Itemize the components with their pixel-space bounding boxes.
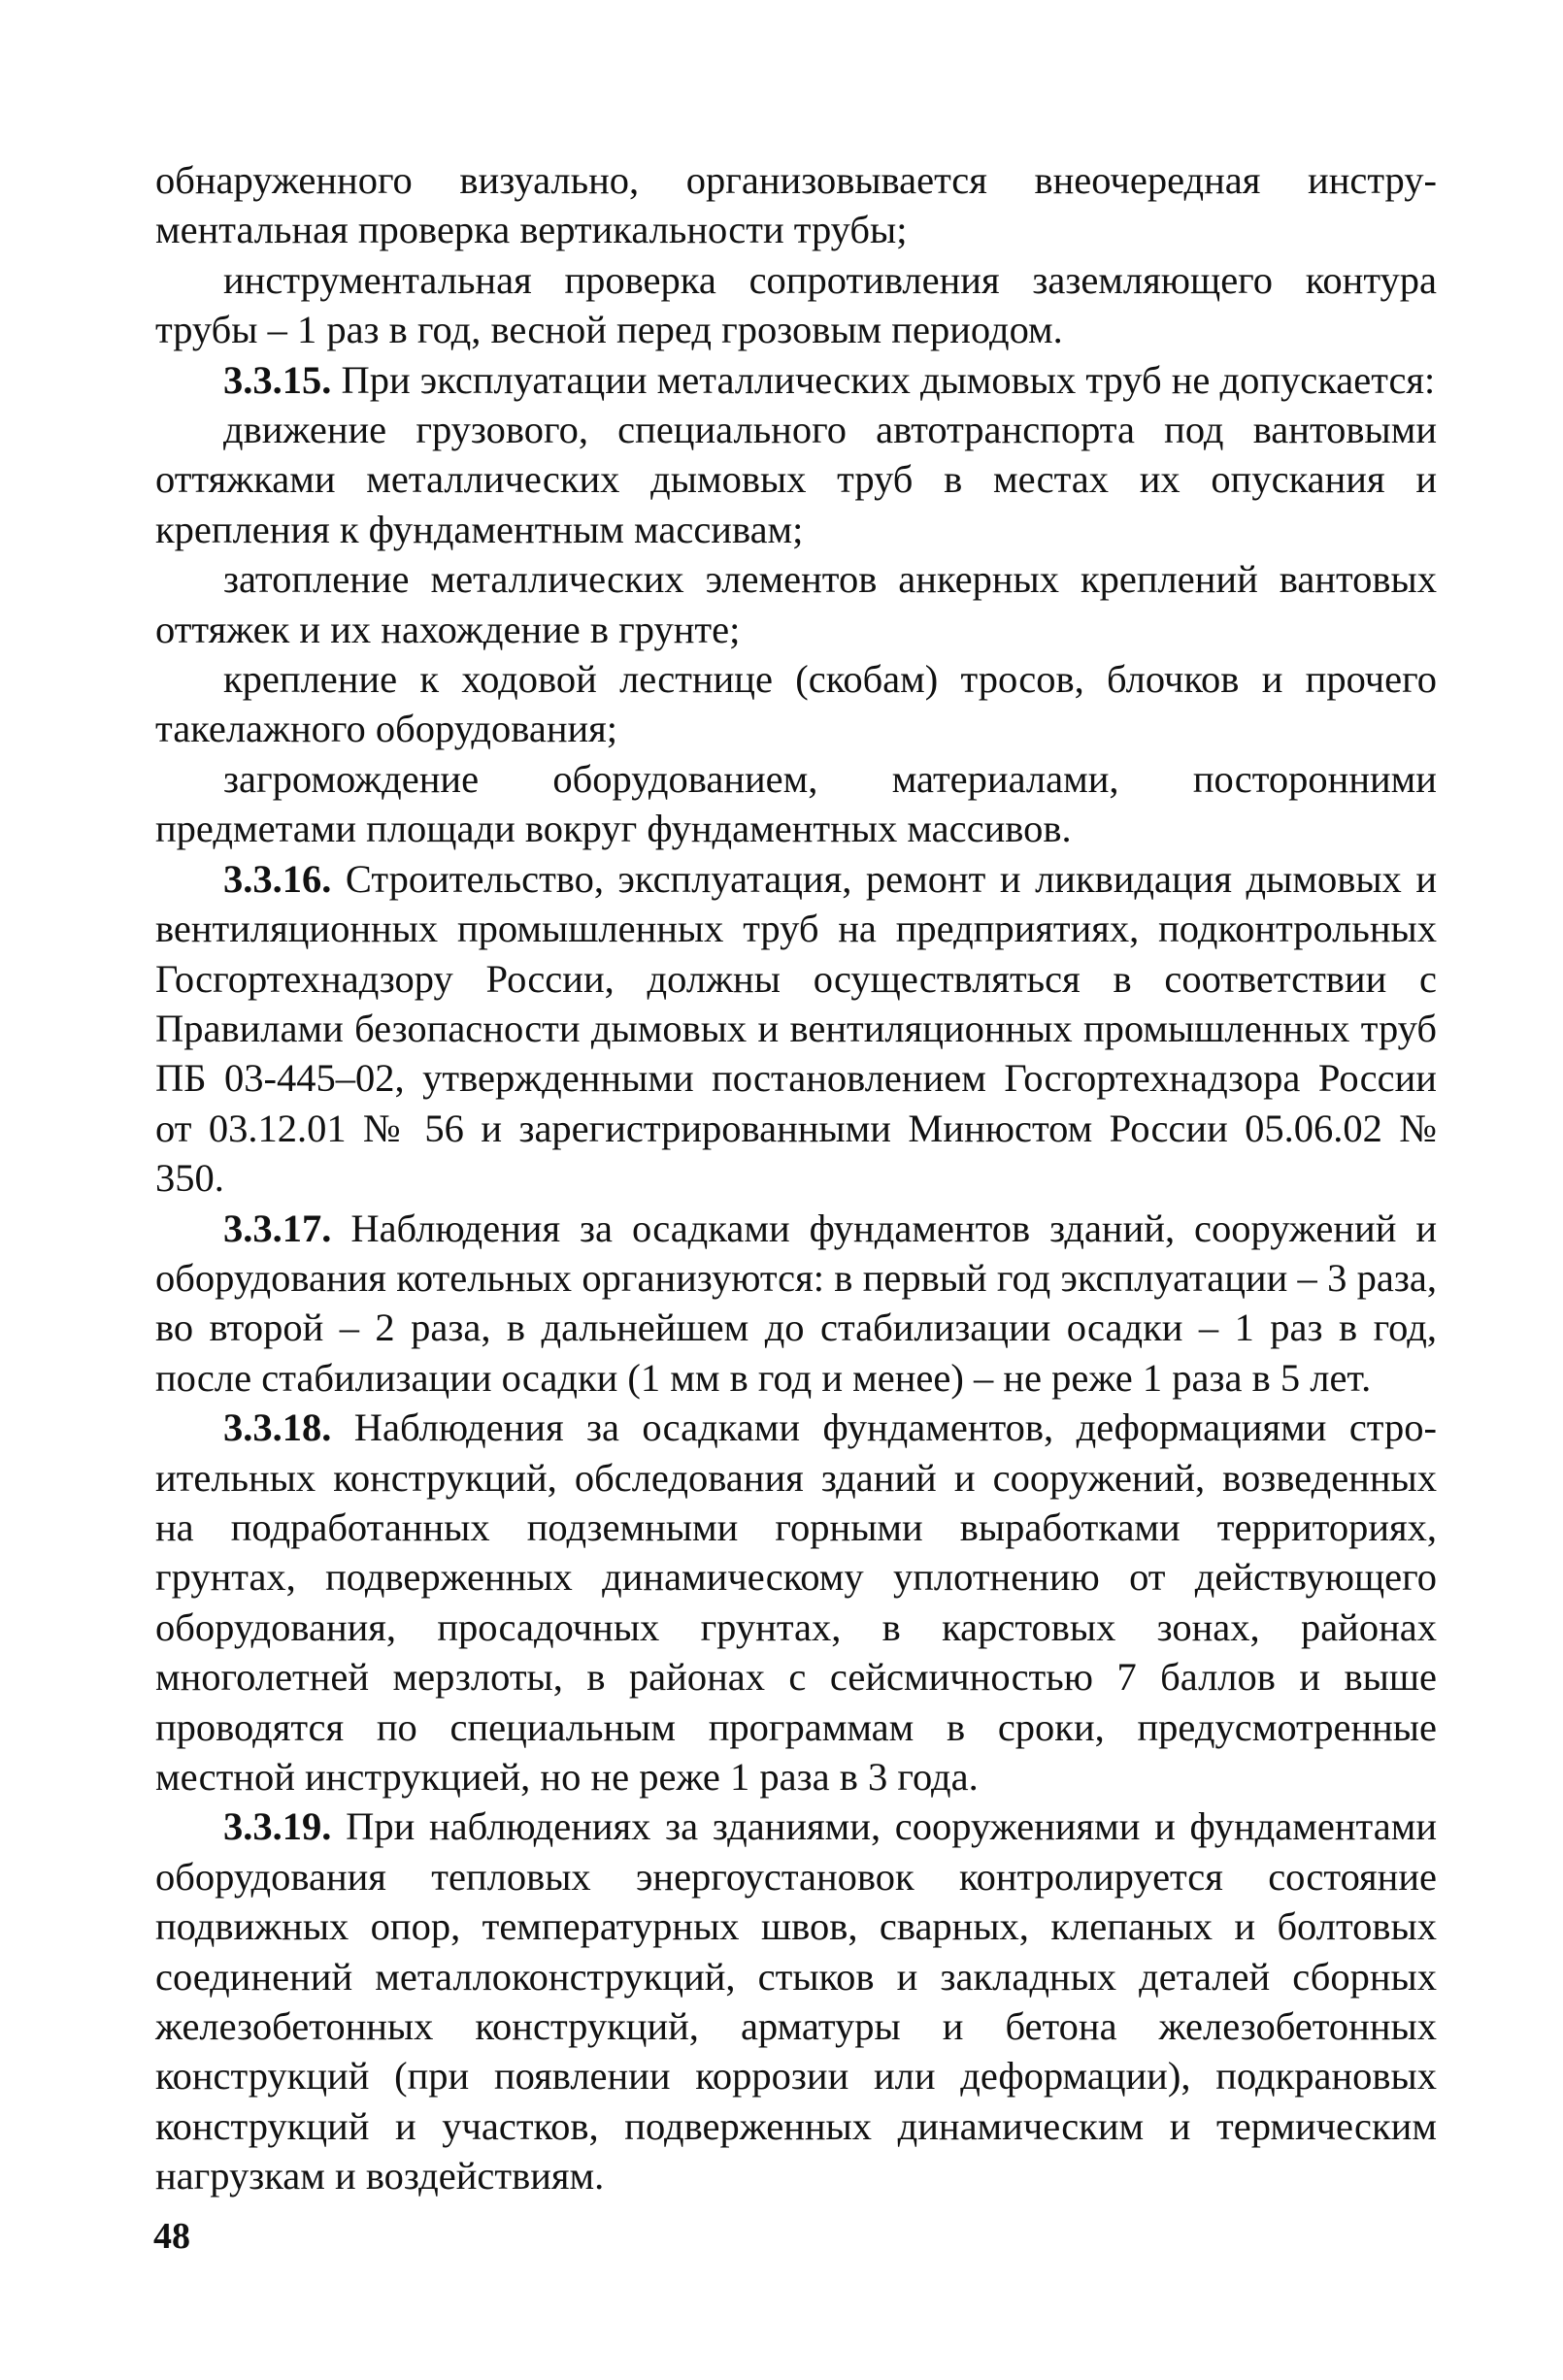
clause-number: 3.3.16. — [223, 856, 332, 901]
paragraph-3-3-17 — [155, 1204, 1437, 1404]
paragraph-2 — [155, 255, 1437, 355]
clause-number: 3.3.18. — [223, 1405, 332, 1450]
paragraph-5 — [155, 554, 1437, 654]
clause-number: 3.3.19. — [223, 1804, 332, 1849]
paragraph-text: затопление металлических элементов анкерных креплений вантовых оттяжек и их нахождение в грунте; — [155, 557, 1437, 651]
clause-number: 3.3.17. — [223, 1206, 332, 1250]
paragraph-text: Наблюдения за осадками фундаментов зданий, сооружений и оборудования котельных организуются: в первый год эксплуатации – 3 раза, во второй – 2 раза, в дальнейшем до стабилизации осадки – 1 раз в год, после стабилизации осадки (1 мм в год и менее) – не реже 1 раза в 5 лет. — [155, 1206, 1437, 1400]
paragraph-4 — [155, 405, 1437, 554]
paragraph-text: крепление к ходовой лестнице (скобам) тросов, блочков и прочего такелажного оборудования; — [155, 657, 1437, 751]
paragraph-text: При наблюдениях за зданиями, сооружениями и фундаментами оборудования тепловых энергоустановок контролируется состояние подвижных опор, температурных швов, сварных, клепаных и болтовых соединений металлоконструкций, стыков и закладных деталей сборных железобетонных конструкций, арматуры и бетона железобетонных конструкций (при появлении коррозии или деформации), подкрановых конструкций и участков, подверженных динамическим и термическим нагрузкам и воздействиям. — [155, 1804, 1437, 2198]
page-body — [155, 155, 1437, 2201]
paragraph-7 — [155, 754, 1437, 854]
paragraph-text: При эксплуатации металлических дымовых труб не допускается: — [331, 357, 1436, 402]
paragraph-text: Строительство, эксплуатация, ремонт и ликвидация дымовых и вентиляционных промышленных труб на предприятиях, подконтрольных Госгортехнадзору России, должны осуществляться в соответствии с Правилами безопасности дымовых и вентиляционных промышленных труб ПБ 03-445–02, утвержденными постановлением Госгортехнадзора России от 03.12.01 № 56 и зарегистрированными Минюстом России 05.06.02 № 350. — [155, 856, 1437, 1201]
paragraph-3-3-18 — [155, 1403, 1437, 1802]
clause-number: 3.3.15. — [223, 357, 332, 402]
page-number: 48 — [153, 2216, 190, 2257]
paragraph-text: движение грузового, специального автотранспорта под вантовыми оттяжками металлических дымовых труб в местах их опускания и крепления к фундаментным массивам; — [155, 408, 1437, 551]
paragraph-1 — [155, 155, 1437, 255]
paragraph-3-3-15 — [155, 355, 1437, 405]
paragraph-text: обнаруженного визуально, организовывается внеочередная инструментальная проверка вертикальности трубы; — [155, 158, 1437, 252]
paragraph-text: инструментальная проверка сопротивления заземляющего контура трубы – 1 раз в год, весной перед грозовым периодом. — [155, 257, 1437, 352]
paragraph-text: Наблюдения за осадками фундаментов, деформациями строительных конструкций, обследования зданий и сооружений, возведенных на подработанных подземными горными выработками территориях, грунтах, подверженных динамическому уплотнению от действующего оборудования, просадочных грунтах, в карстовых зонах, районах многолетней мерзлоты, в районах с сейсмичностью 7 баллов и выше проводятся по специальным программам в сроки, предусмотренные местной инструкцией, но не реже 1 раза в 3 года. — [155, 1405, 1437, 1799]
paragraph-3-3-19 — [155, 1802, 1437, 2200]
paragraph-6 — [155, 654, 1437, 754]
paragraph-text: загромождение оборудованием, материалами, посторонними предметами площади вокруг фундаментных массивов. — [155, 756, 1437, 851]
paragraph-3-3-16 — [155, 854, 1437, 1204]
